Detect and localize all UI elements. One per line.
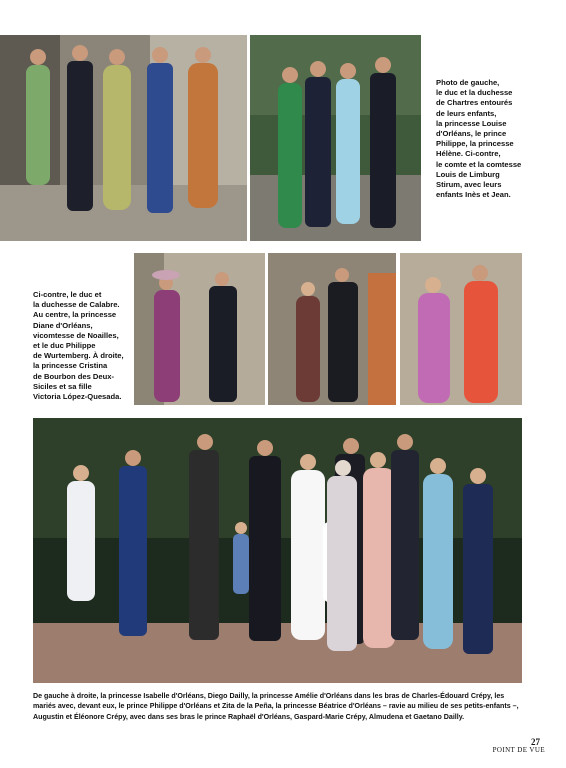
caption-top-right: Photo de gauche, le duc et la duchesse de Chartres entourés de leurs enfants, la princesse Louise d'Orléans, le prince Philippe, la princesse Hélène. Ci-contre, le comte et la comtesse Louis de Limburg Stirum, avec leurs enfants Inès et Jean.	[436, 78, 522, 200]
photo-bourbon-lopez-quesada	[400, 253, 522, 405]
photo-noailles-wurtemberg	[268, 253, 396, 405]
page-number: 27	[531, 737, 540, 747]
photo-limburg-stirum-family	[250, 35, 421, 241]
caption-middle-left: Ci-contre, le duc et la duchesse de Calabre. Au centre, la princesse Diane d'Orléans, vicomtesse de Noailles, et le duc Philippe de Wurtemberg. À droite, la princesse Cristina de Bourbon des Deux- Siciles et sa fille Victoria López-Quesada.	[33, 290, 124, 402]
photo-wedding-group	[33, 418, 522, 683]
photo-chartres-family	[0, 35, 247, 241]
caption-bottom: De gauche à droite, la princesse Isabelle d'Orléans, Diego Dailly, la princesse Amélie d'Orléans dans les bras de Charles-Édouard Crépy, les mariés avec, devant eux, le prince Philippe d'Orléans et Zita de la Peña, la princesse Béatrice d'Orléans – ravie au milieu de ses petits-enfants –, Augustin et Éléonore Crépy, avec dans ses bras le prince Raphaël d'Orléans, Gaspard-Marie Crépy, Almudena et Gaetano Dailly.	[33, 692, 519, 721]
photo-calabre-couple	[134, 253, 265, 405]
magazine-name: POINT DE VUE	[492, 746, 545, 754]
